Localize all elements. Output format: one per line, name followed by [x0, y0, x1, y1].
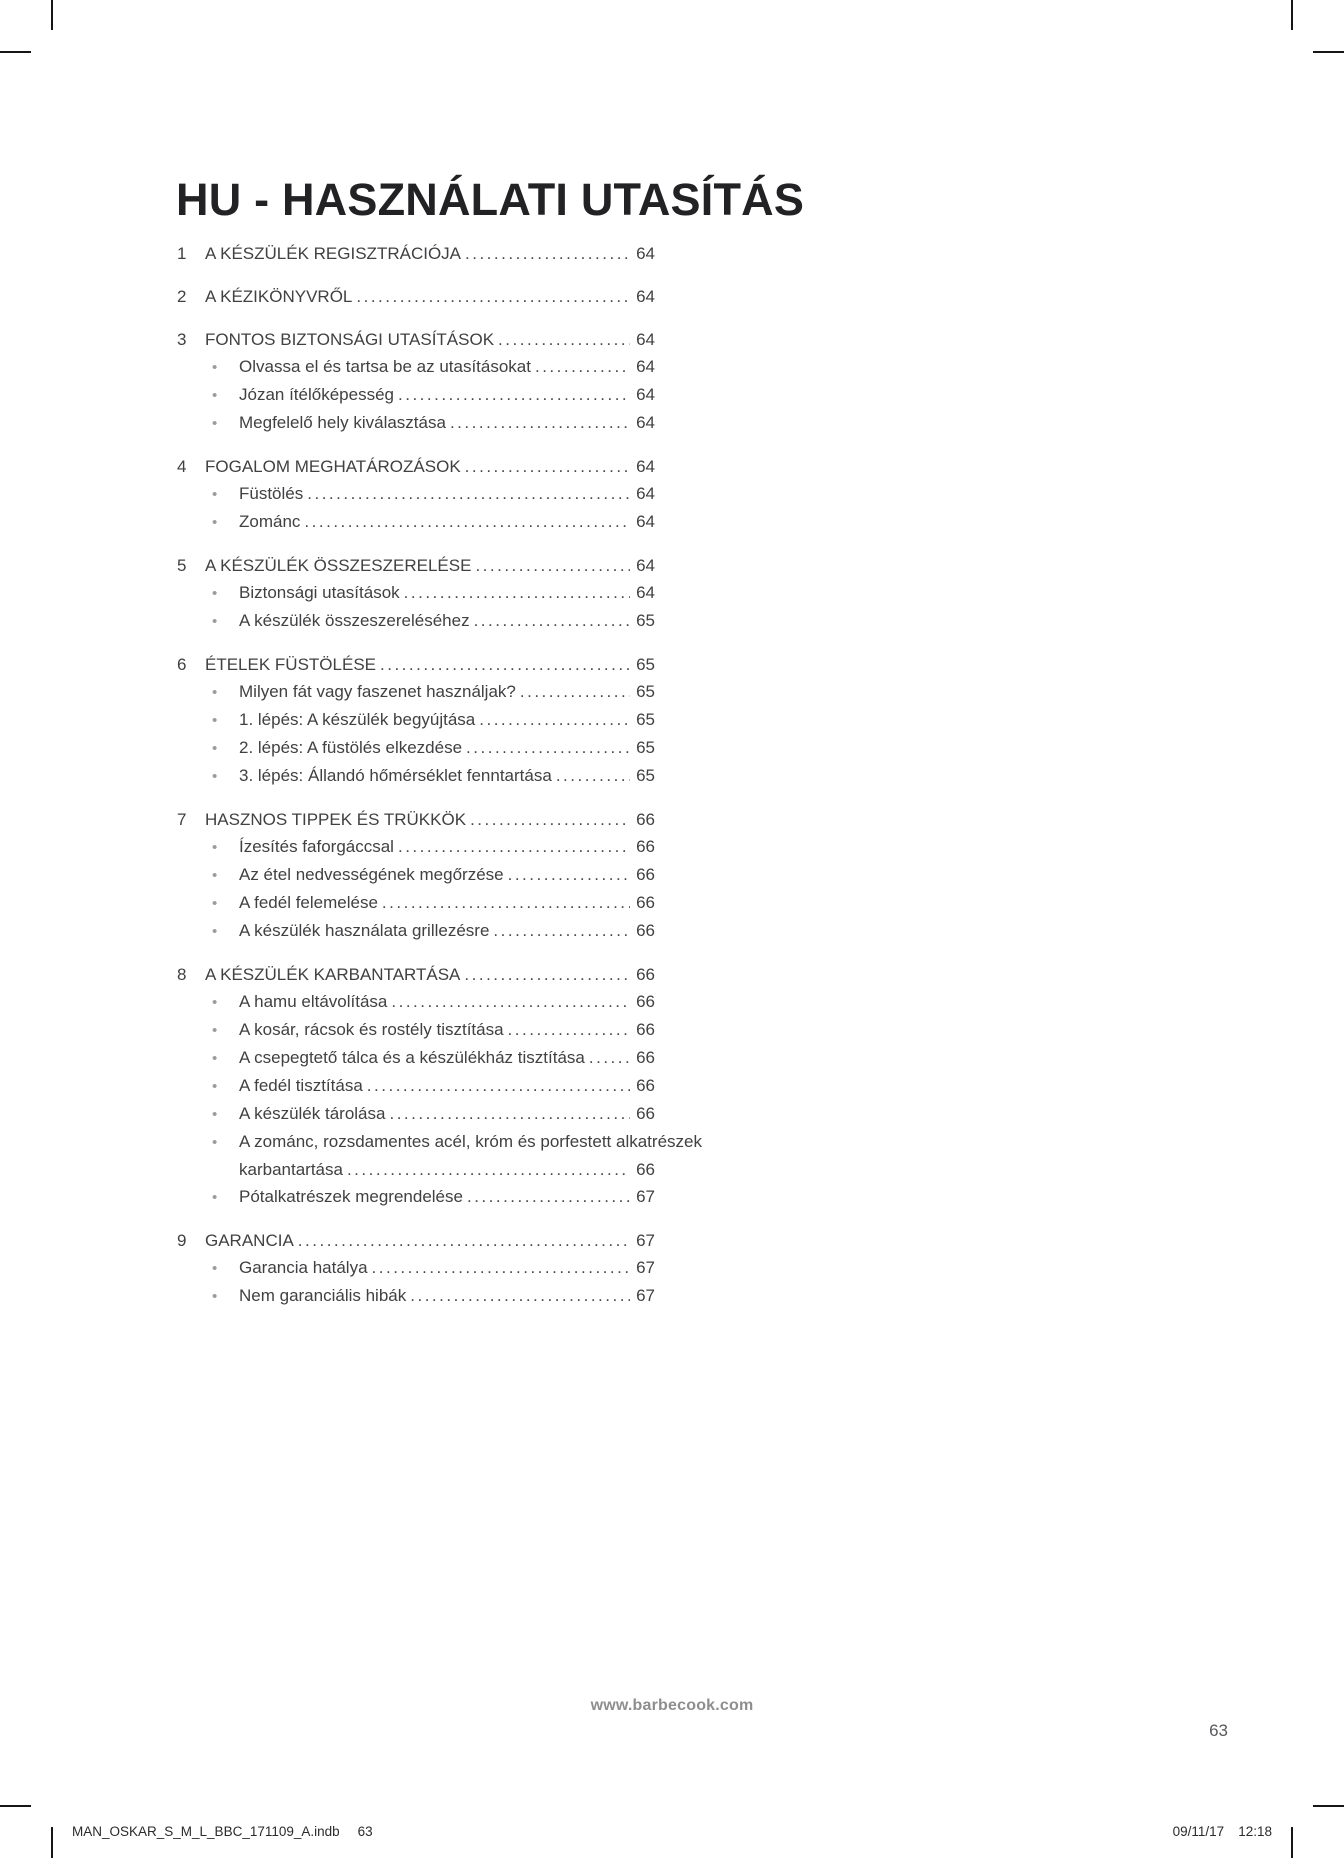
- toc-item-row: [177, 678, 655, 706]
- toc-section-row: [177, 961, 655, 988]
- dot-leader: [493, 917, 630, 944]
- toc-item-row: [177, 508, 655, 536]
- toc-item-label: Garancia hatálya: [239, 1258, 368, 1277]
- dot-leader: [347, 1156, 630, 1183]
- crop-mark-top-right-vertical: [1291, 0, 1293, 30]
- print-footer: [0, 1824, 1344, 1846]
- dot-leader: [398, 381, 630, 408]
- crop-mark-top-right-horizontal: [1313, 51, 1344, 53]
- toc-item-row: [177, 1072, 655, 1100]
- footer-url: www.barbecook.com: [590, 1697, 754, 1714]
- toc-section-row: [177, 806, 655, 833]
- dot-leader: [380, 651, 630, 678]
- toc-section-label: FOGALOM MEGHATÁROZÁSOK: [205, 457, 461, 476]
- toc-item-row: [177, 607, 655, 635]
- toc-item-label: A fedél tisztítása: [239, 1076, 363, 1095]
- bullet-icon: •: [212, 613, 218, 630]
- toc-item-page-number: 66: [636, 893, 655, 912]
- toc-item-row: [177, 1044, 655, 1072]
- toc-item-page-number: 66: [636, 1076, 655, 1095]
- toc-item-label: Milyen fát vagy faszenet használjak?: [239, 682, 516, 701]
- dot-leader: [466, 734, 630, 761]
- toc-section-page-number: 64: [636, 287, 655, 306]
- toc-item-label: Ízesítés faforgáccsal: [239, 837, 394, 856]
- crop-mark-top-left-vertical: [51, 0, 53, 30]
- dot-leader: [450, 409, 630, 436]
- toc-section-page-number: 66: [636, 965, 655, 984]
- toc-section-number: 9: [177, 1231, 187, 1250]
- toc-item-label: 3. lépés: Állandó hőmérséklet fenntartása: [239, 766, 552, 785]
- toc-item-label: A készülék használata grillezésre: [239, 921, 490, 940]
- toc-item-row: [177, 1128, 702, 1156]
- dot-leader: [589, 1044, 630, 1071]
- dot-leader: [470, 806, 630, 833]
- bullet-icon: •: [212, 740, 218, 757]
- dot-leader: [508, 1016, 630, 1043]
- bullet-icon: •: [212, 387, 218, 404]
- toc-section-number: 3: [177, 330, 187, 349]
- toc-item-page-number: 66: [636, 921, 655, 940]
- toc-item-label: A hamu eltávolítása: [239, 992, 388, 1011]
- toc-item-page-number: 67: [636, 1187, 655, 1206]
- toc-item-row: [177, 1156, 655, 1183]
- toc-item-label: 1. lépés: A készülék begyújtása: [239, 710, 476, 729]
- print-date: 09/11/17: [1172, 1824, 1225, 1839]
- toc-section-label: FONTOS BIZTONSÁGI UTASÍTÁSOK: [205, 330, 495, 349]
- crop-mark-bottom-right-horizontal: [1313, 1805, 1344, 1807]
- toc-item-page-number: 66: [636, 865, 655, 884]
- toc-item-row: [177, 889, 655, 917]
- toc-item-page-number: 66: [636, 1104, 655, 1123]
- bullet-icon: •: [212, 994, 218, 1011]
- toc-section-number: 7: [177, 810, 187, 829]
- toc-item-row: [177, 409, 655, 437]
- dot-leader: [372, 1254, 630, 1281]
- toc-item-row: [177, 1100, 655, 1128]
- toc-item-label: Megfelelő hely kiválasztása: [239, 413, 446, 432]
- toc-section-number: 2: [177, 287, 187, 306]
- toc-item-row: [177, 353, 655, 381]
- bullet-icon: •: [212, 684, 218, 701]
- print-datetime: [1173, 1824, 1272, 1839]
- page-number: 63: [1209, 1721, 1228, 1740]
- toc-item-page-number: 67: [636, 1258, 655, 1277]
- bullet-icon: •: [212, 768, 218, 785]
- print-time: 12:18: [1238, 1824, 1272, 1839]
- toc-item-row: [177, 706, 655, 734]
- toc-item-row: [177, 1016, 655, 1044]
- toc-item-label: A csepegtető tálca és a készülékház tisztítása: [239, 1048, 585, 1067]
- toc-item-page-number: 64: [636, 385, 655, 404]
- toc-section-number: 8: [177, 965, 187, 984]
- toc-item-page-number: 66: [636, 992, 655, 1011]
- bullet-icon: •: [212, 1050, 218, 1067]
- toc-item-page-number: 65: [636, 710, 655, 729]
- toc-item-label: A zománc, rozsdamentes acél, króm és porfestett alkatrészek: [239, 1132, 702, 1151]
- bullet-icon: •: [212, 1288, 218, 1305]
- bullet-icon: •: [212, 923, 218, 940]
- toc-item-page-number: 66: [636, 1048, 655, 1067]
- dot-leader: [398, 833, 630, 860]
- bullet-icon: •: [212, 514, 218, 531]
- toc-item-label: Biztonsági utasítások: [239, 583, 400, 602]
- dot-leader: [391, 988, 630, 1015]
- toc-item-label: Füstölés: [239, 484, 304, 503]
- toc-section-page-number: 67: [636, 1231, 655, 1250]
- toc-item-label: Pótalkatrészek megrendelése: [239, 1187, 463, 1206]
- bullet-icon: •: [212, 1022, 218, 1039]
- toc-item-label: Józan ítélőképesség: [239, 385, 394, 404]
- dot-leader: [465, 240, 630, 267]
- bullet-icon: •: [212, 1134, 218, 1151]
- toc-item-row: [177, 579, 655, 607]
- toc-item-label: Olvassa el és tartsa be az utasításokat: [239, 357, 531, 376]
- bullet-icon: •: [212, 867, 218, 884]
- toc-section-label: ÉTELEK FÜSTÖLÉSE: [205, 655, 376, 674]
- toc-section-row: [177, 552, 655, 579]
- toc-item-label: A készülék összeszereléséhez: [239, 611, 470, 630]
- toc-section-page-number: 65: [636, 655, 655, 674]
- toc-item-row: [177, 1282, 655, 1310]
- bullet-icon: •: [212, 1260, 218, 1277]
- toc-item-page-number: 64: [636, 357, 655, 376]
- toc-item-page-number: 67: [636, 1286, 655, 1305]
- toc-section-number: 1: [177, 244, 187, 263]
- toc-item-label: Az étel nedvességének megőrzése: [239, 865, 504, 884]
- toc-section-number: 4: [177, 457, 187, 476]
- bullet-icon: •: [212, 1078, 218, 1095]
- dot-leader: [498, 326, 630, 353]
- toc-section-label: A KÉSZÜLÉK ÖSSZESZERELÉSE: [205, 556, 472, 575]
- bullet-icon: •: [212, 895, 218, 912]
- toc-section-page-number: 64: [636, 457, 655, 476]
- toc-item-page-number: 65: [636, 682, 655, 701]
- dot-leader: [474, 607, 630, 634]
- toc-section-label: A KÉSZÜLÉK KARBANTARTÁSA: [205, 965, 461, 984]
- toc-item-row: [177, 762, 655, 790]
- toc-item-page-number: 65: [636, 738, 655, 757]
- dot-leader: [389, 1100, 630, 1127]
- toc-item-page-number: 65: [636, 766, 655, 785]
- toc-item-label: A készülék tárolása: [239, 1104, 386, 1123]
- toc-item-row: [177, 988, 655, 1016]
- dot-leader: [464, 961, 630, 988]
- print-file-info: [72, 1824, 373, 1839]
- toc-item-row: [177, 917, 655, 945]
- toc-item-row: [177, 734, 655, 762]
- dot-leader: [298, 1227, 630, 1254]
- toc-section-page-number: 66: [636, 810, 655, 829]
- toc-section-row: [177, 1227, 655, 1254]
- bullet-icon: •: [212, 486, 218, 503]
- toc-item-label: A fedél felemelése: [239, 893, 378, 912]
- toc-section-label: A KÉSZÜLÉK REGISZTRÁCIÓJA: [205, 244, 462, 263]
- toc-section-label: A KÉZIKÖNYVRŐL: [205, 287, 353, 306]
- dot-leader: [367, 1072, 630, 1099]
- dot-leader: [535, 353, 630, 380]
- crop-mark-top-left-horizontal: [0, 51, 31, 53]
- toc-section-row: [177, 326, 655, 353]
- dot-leader: [475, 552, 630, 579]
- dot-leader: [467, 1183, 630, 1210]
- dot-leader: [556, 762, 630, 789]
- dot-leader: [508, 861, 630, 888]
- toc-item-label: A kosár, rácsok és rostély tisztítása: [239, 1020, 504, 1039]
- toc-item-label: Zománc: [239, 512, 301, 531]
- dot-leader: [404, 579, 630, 606]
- bullet-icon: •: [212, 839, 218, 856]
- dot-leader: [307, 480, 630, 507]
- print-file-page: 63: [357, 1824, 373, 1839]
- bullet-icon: •: [212, 585, 218, 602]
- toc: [177, 240, 702, 1310]
- toc-item-page-number: 64: [636, 583, 655, 602]
- toc-section-label: GARANCIA: [205, 1231, 294, 1250]
- bullet-icon: •: [212, 415, 218, 432]
- bullet-icon: •: [212, 1106, 218, 1123]
- toc-item-row: [177, 833, 655, 861]
- bullet-icon: •: [212, 712, 218, 729]
- toc-section-row: [177, 240, 655, 267]
- dot-leader: [465, 453, 630, 480]
- dot-leader: [304, 508, 630, 535]
- dot-leader: [382, 889, 630, 916]
- toc-item-row: [177, 381, 655, 409]
- toc-item-page-number: 66: [636, 1020, 655, 1039]
- toc-section-page-number: 64: [636, 330, 655, 349]
- toc-section-row: [177, 651, 655, 678]
- toc-item-label: Nem garanciális hibák: [239, 1286, 407, 1305]
- toc-section-label: HASZNOS TIPPEK ÉS TRÜKKÖK: [205, 810, 467, 829]
- page-title: HU - HASZNÁLATI UTASÍTÁS: [176, 174, 805, 225]
- toc-item-page-number: 66: [636, 1160, 655, 1179]
- print-file-name: MAN_OSKAR_S_M_L_BBC_171109_A.indb: [72, 1824, 340, 1839]
- dot-leader: [479, 706, 630, 733]
- toc-item-page-number: 64: [636, 512, 655, 531]
- toc-item-page-number: 66: [636, 837, 655, 856]
- toc-section-page-number: 64: [636, 244, 655, 263]
- toc-item-label: karbantartása: [239, 1160, 343, 1179]
- dot-leader: [520, 678, 630, 705]
- dot-leader: [410, 1282, 630, 1309]
- dot-leader: [356, 283, 630, 310]
- toc-item-page-number: 64: [636, 413, 655, 432]
- toc-section-page-number: 64: [636, 556, 655, 575]
- bullet-icon: •: [212, 1189, 218, 1206]
- toc-section-row: [177, 453, 655, 480]
- toc-item-row: [177, 1254, 655, 1282]
- toc-section-number: 5: [177, 556, 187, 575]
- toc-section-row: [177, 283, 655, 310]
- toc-item-page-number: 64: [636, 484, 655, 503]
- toc-item-label: 2. lépés: A füstölés elkezdése: [239, 738, 463, 757]
- toc-item-row: [177, 480, 655, 508]
- toc-item-row: [177, 1183, 655, 1211]
- crop-mark-bottom-left-horizontal: [0, 1805, 31, 1807]
- toc-item-row: [177, 861, 655, 889]
- toc-item-page-number: 65: [636, 611, 655, 630]
- toc-section-number: 6: [177, 655, 187, 674]
- bullet-icon: •: [212, 359, 218, 376]
